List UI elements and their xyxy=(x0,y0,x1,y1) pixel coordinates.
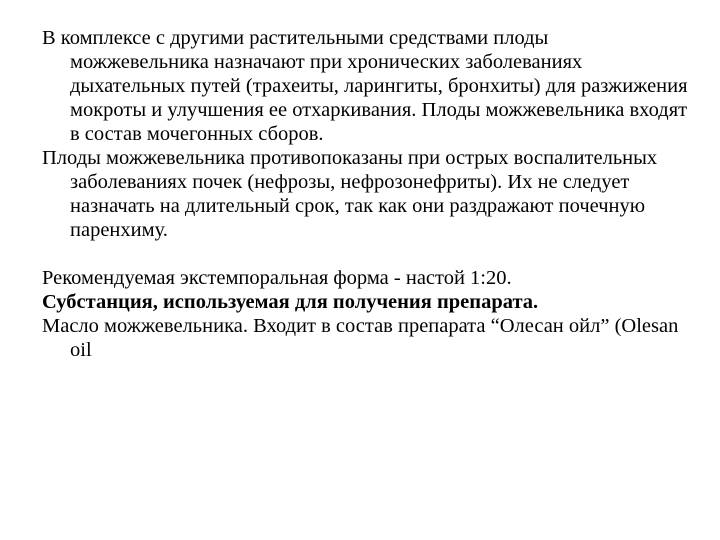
paragraph-contraindications: Плоды можжевельника противопоказаны при острых воспалительных заболеваниях почек (нефрозы, нефрозонефриты). Их не следует назначать на длительный срок, так как они раздражают почечную паренхиму. xyxy=(42,147,658,241)
paragraph-substance-heading: Субстанция, используемая для получения препарата. xyxy=(42,291,539,313)
paragraph-indications: В комплексе с другими растительными средствами плоды можжевельника назначают при хронических заболеваниях дыхательных путей (трахеиты, ларингиты, бронхиты) для разжижения мокроты и улучшения ее отхаркивания. Плоды можжевельника входят в состав мочегонных сборов. xyxy=(42,27,688,145)
paragraph-spacer xyxy=(42,242,692,266)
paragraph-juniper-oil: Масло можжевельника. Входит в состав препарата “Олесан ойл” (Olesan oil xyxy=(42,315,679,361)
slide-body xyxy=(42,26,692,362)
paragraph-dosage-form: Рекомендуемая экстемпоральная форма - настой 1:20. xyxy=(42,267,512,289)
